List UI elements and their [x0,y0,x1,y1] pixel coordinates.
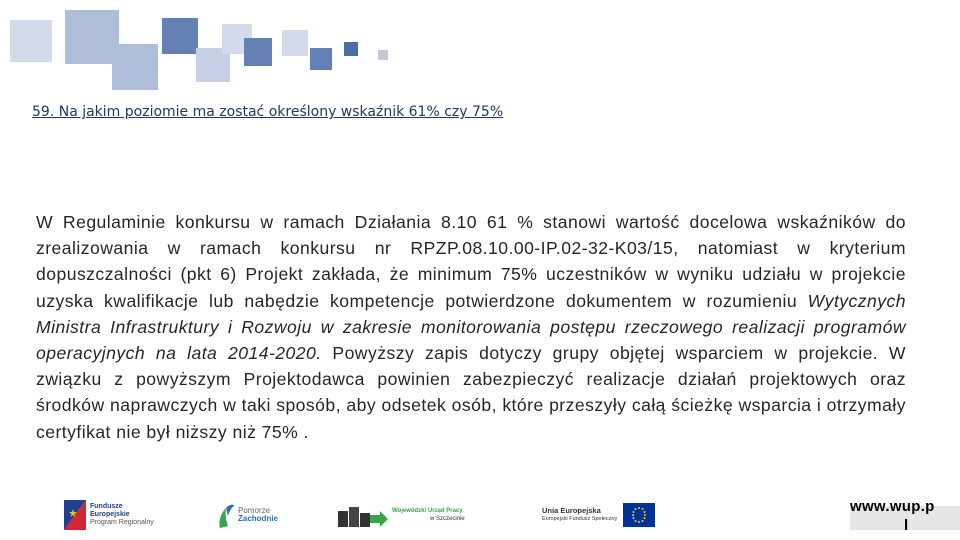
wup-icon [338,501,388,529]
decor-square [282,30,308,56]
logo1-line1: Fundusze [90,503,123,510]
decor-square [344,42,358,56]
logo2-line2: Zachodnie [238,514,279,523]
logo4-line2: Europejski Fundusz Społeczny [542,516,618,522]
page-title: 59. Na jakim poziomie ma zostać określony wskaźnik 61% czy 75% [32,104,504,120]
decor-square [244,38,272,66]
logo1-line3: Program Regionalny [90,519,154,526]
logo3-line1: Wojewódzki Urząd Pracy [392,508,463,514]
decor-square [162,18,198,54]
logo2-line1: Pomorze [238,506,271,515]
decor-square [112,44,158,90]
logo-wup-szczecin [338,497,465,533]
eu-flag-icon [623,503,655,527]
logo-pomorze-zachodnie [216,497,278,533]
logo4-line1: Unia Europejska [542,506,601,515]
decor-square [10,20,52,62]
logo-fundusze-europejskie [64,497,154,533]
website-url[interactable] [844,496,960,540]
body-text-italic: Wytycznych Ministra Infrastruktury i Rozwoju w zakresie monitorowania postępu rzeczowego realizacji programów operacyjnych na lata 2014-2020. [36,290,906,364]
logo-unia-europejska [542,497,655,533]
website-url-line1: www.wup.p [850,498,935,515]
eu-funds-icon [64,500,86,530]
logo3-line2: w Szczecinie [430,516,465,522]
body-paragraph [36,209,906,445]
decor-square [310,48,332,70]
body-text-part1: W Regulaminie konkursu w ramach Działania 8.10 61 % stanowi wartość docelowa wskaźników do zrealizowania w ramach konkursu nr RPZP.08.10.00-IP.02-32-K03/15, natomiast w kryterium dopuszczalności (pkt 6) Projekt zakłada, że minimum 75% uczestników w wyniku udziału w projekcie uzyska kwalifikacje lub nabędzie kompetencje potwierdzone dokumentem w rozumieniu [36,212,906,311]
logo1-line2: Europejskie [90,511,130,518]
decor-square [378,50,388,60]
website-url-line2: l [904,517,909,534]
decor-square [65,10,119,64]
pomorze-zachodnie-icon [216,500,236,530]
body-text-part2: Powyższy zapis dotyczy grupy objętej wsparciem w projekcie. W związku z powyższym Projektodawca powinien zabezpieczyć realizacje działań projektowych oraz środków naprawczych w taki sposób, aby odsetek osób, które przeszyły całą ścieżkę wsparcia i otrzymały certyfikat nie był niższy niż 75% . [36,343,906,442]
